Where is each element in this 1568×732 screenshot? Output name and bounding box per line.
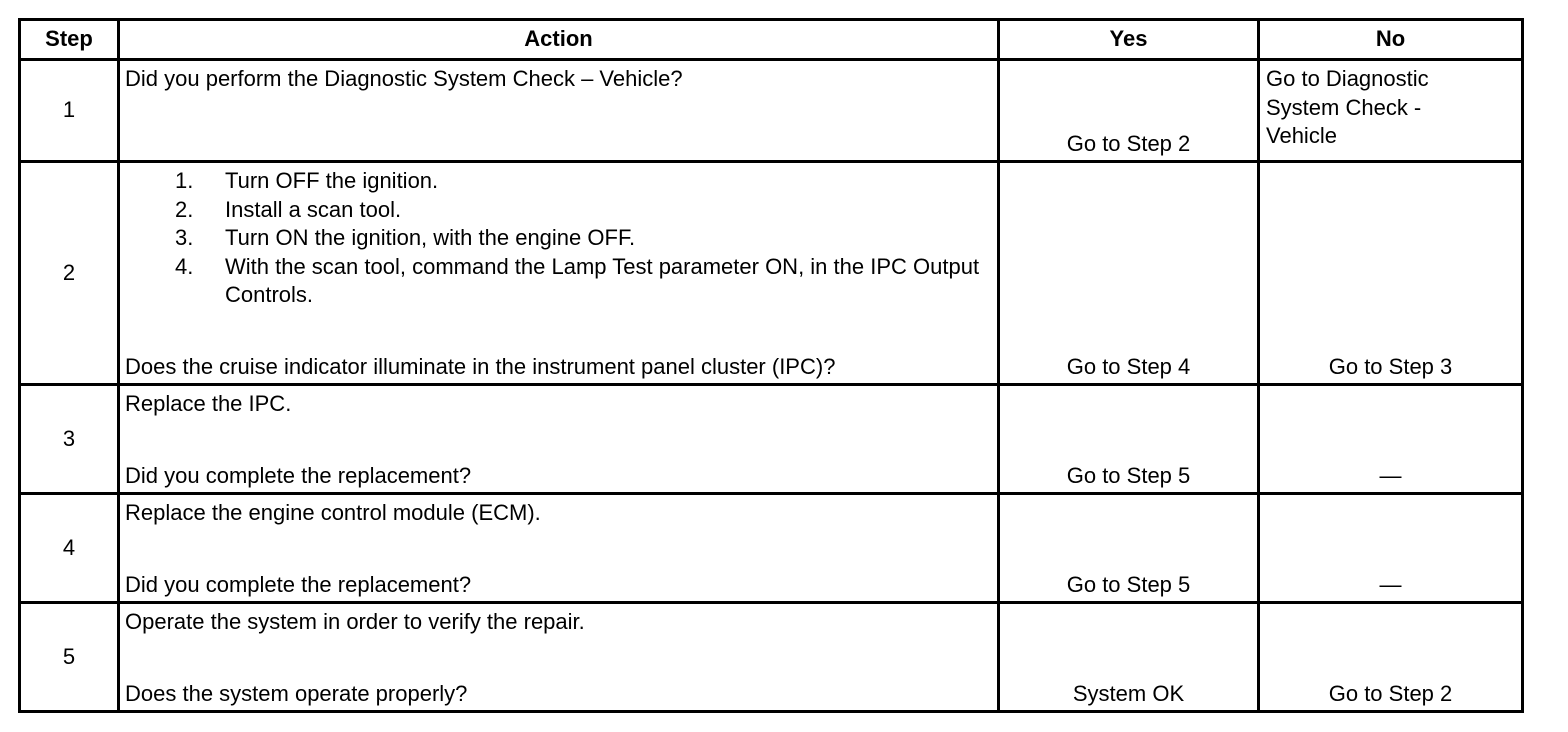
list-item [125,224,989,253]
action-cell [119,60,999,162]
list-item [125,167,989,196]
yes-cell: Go to Step 2 [999,60,1259,162]
table-row [20,603,1523,712]
step-number: 5 [20,603,119,712]
yes-cell: Go to Step 5 [999,385,1259,494]
step-number: 4 [20,494,119,603]
header-action: Action [119,20,999,60]
no-line: Vehicle [1266,123,1337,148]
list-number: 4. [175,253,194,279]
table-row [20,60,1523,162]
action-text: Replace the engine control module (ECM). [125,500,541,525]
list-text: Turn OFF the ignition. [225,168,439,193]
step-number: 1 [20,60,119,162]
yes-cell: Go to Step 4 [999,162,1259,385]
header-step: Step [20,20,119,60]
no-line: System Check - [1266,94,1422,120]
table-row [20,385,1523,494]
action-cell [119,603,999,712]
question-text: Did you complete the replacement? [125,462,472,488]
no-line: Go to Diagnostic [1266,66,1429,91]
list-number: 1. [175,168,194,193]
action-text: Did you perform the Diagnostic System Check – Vehicle? [125,66,683,91]
procedure-steps [125,167,989,310]
list-number: 3. [175,225,194,250]
question-text: Does the cruise indicator illuminate in the instrument panel cluster (IPC)? [125,353,836,379]
no-cell [1259,60,1523,162]
step-number: 3 [20,385,119,494]
action-cell [119,162,999,385]
header-yes: Yes [999,20,1259,60]
question-text: Did you complete the replacement? [125,571,472,597]
no-cell: Go to Step 3 [1259,162,1523,385]
diagnostic-table [18,18,1524,713]
table-row [20,494,1523,603]
list-text: Turn ON the ignition, with the engine OFF. [225,225,636,250]
no-cell: — [1259,385,1523,494]
no-cell: Go to Step 2 [1259,603,1523,712]
table-row [20,162,1523,385]
no-cell: — [1259,494,1523,603]
yes-cell: System OK [999,603,1259,712]
list-text: Install a scan tool. [225,196,402,222]
procedure-list [125,167,989,310]
step-number: 2 [20,162,119,385]
list-item [125,253,989,310]
list-item [125,196,989,225]
action-text: Replace the IPC. [125,391,292,416]
list-number: 2. [175,196,194,222]
question-text: Does the system operate properly? [125,680,468,706]
yes-cell: Go to Step 5 [999,494,1259,603]
action-cell [119,494,999,603]
action-cell [119,385,999,494]
table-header-row [20,20,1523,60]
header-no: No [1259,20,1523,60]
action-text: Operate the system in order to verify the repair. [125,609,585,634]
list-text: With the scan tool, command the Lamp Test parameter ON, in the IPC Output Controls. [225,253,980,307]
